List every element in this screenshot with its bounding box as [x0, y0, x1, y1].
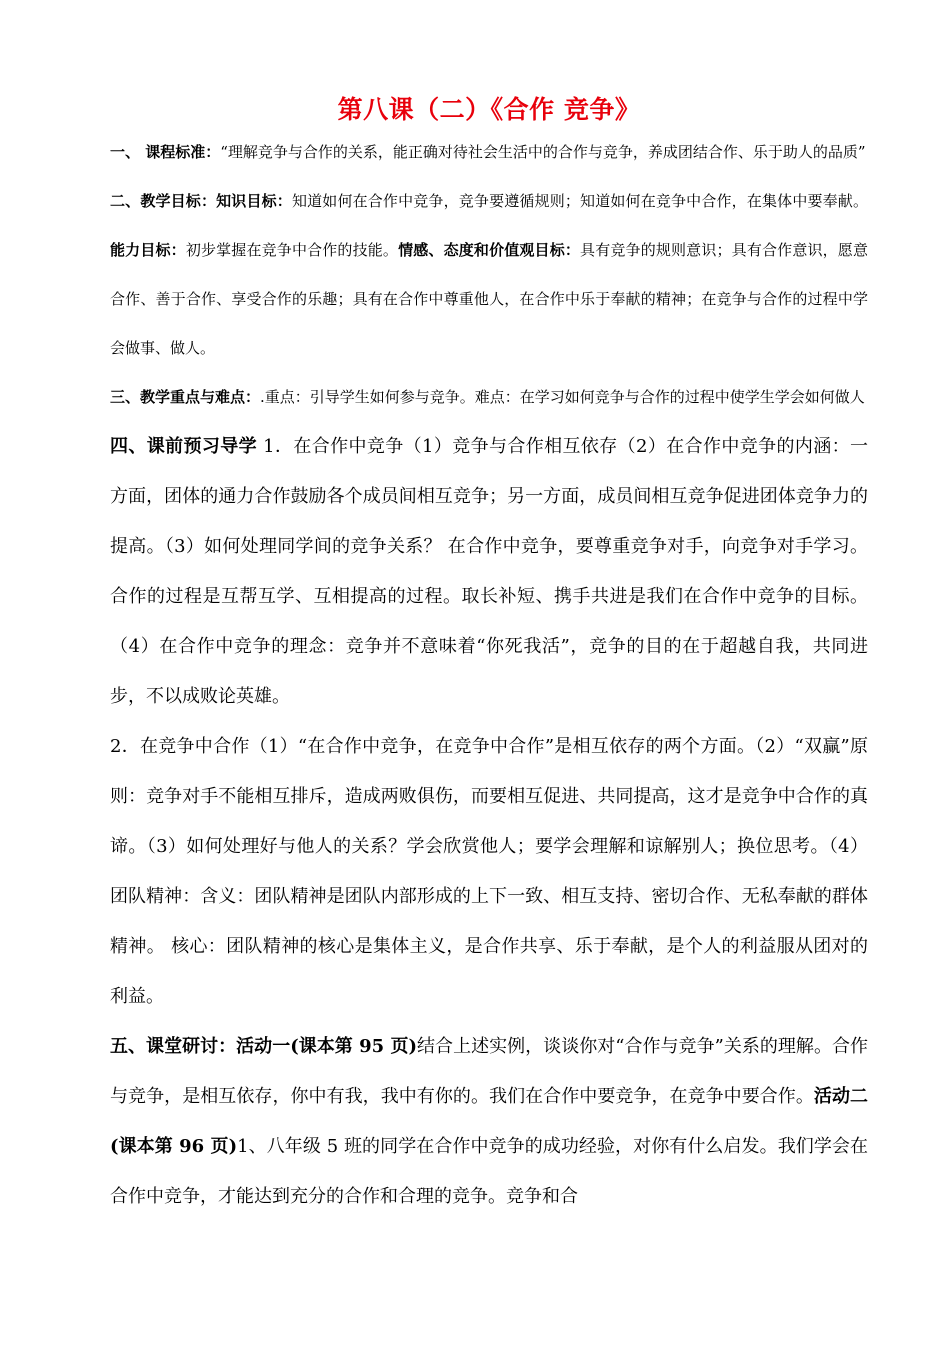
- ability-goal-label: 能力目标：: [110, 241, 186, 259]
- section-text: “理解竞争与合作的关系，能正确对待社会生活中的合作与竞争，养成团结合作、乐于助人的品质”: [220, 143, 866, 161]
- emotion-goal-label: 情感、态度和价值观目标：: [398, 241, 581, 259]
- section-label: 一、 课程标准：: [110, 143, 221, 161]
- section-text: 1．在合作中竞争（1）竞争与合作相互依存（2）在合作中竞争的内涵：一方面，团体的通力合作鼓励各个成员间相互竞争；另一方面，成员间相互竞争促进团体竞争力的提高。（3）如何处理同学间的竞争关系？ 在合作中竞争，要尊重竞争对手，向竞争对手学习。合作的过程是互帮互学、互相提高的过程。取长补短、携手共进是我们在合作中竞争的目标。（4）在合作中竞争的理念：竞争并不意味着“你死我活”，竞争的目的在于超越自我，共同进步，不以成败论英雄。: [110, 436, 869, 707]
- emotion-goal-text: 具有竞争的规则意识；具有合作意识，愿意合作、善于合作、享受合作的乐趣；具有在合作中尊重他人，在合作中乐于奉献的精神；在竞争与合作的过程中学会做事、做人。: [110, 241, 868, 357]
- section-preview-part2: [110, 722, 868, 1022]
- activity1-text: 结合上述实例，谈谈你对“合作与竞争”关系的理解。合作与竞争，是相互依存，你中有我，我中有你的。我们在合作中要竞争，在竞争中要合作。: [110, 1036, 868, 1107]
- section-preview: [110, 422, 868, 722]
- section-label: 四、课前预习导学: [110, 436, 258, 457]
- document-page: [110, 90, 868, 1222]
- activity1-label: 五、课堂研讨：活动一(课本第 95 页): [110, 1036, 417, 1057]
- section-teaching-goals: [110, 177, 868, 373]
- activity2-text: 1、八年级 5 班的同学在合作中竞争的成功经验，对你有什么启发。我们学会在合作中竞争，才能达到充分的合作和合理的竞争。竞争和合: [110, 1136, 868, 1207]
- section-label: 二、教学目标：: [110, 192, 217, 210]
- activity2-label: 活动二(课本第 96 页): [110, 1086, 869, 1157]
- section-curriculum-standard: [110, 128, 868, 177]
- section-class-discussion: [110, 1022, 868, 1222]
- knowledge-goal-text: 知道如何在合作中竞争，竞争要遵循规则；知道如何在竞争中合作，在集体中要奉献。: [291, 192, 868, 210]
- section-text: .重点：引导学生如何参与竞争。难点：在学习如何竞争与合作的过程中使学生学会如何做人: [260, 388, 865, 406]
- ability-goal-text: 初步掌握在竞争中合作的技能。: [185, 241, 399, 259]
- section-label: 三、教学重点与难点：: [110, 388, 261, 406]
- knowledge-goal-label: 知识目标：: [216, 192, 292, 210]
- section-text: 2．在竞争中合作（1）“在合作中竞争，在竞争中合作”是相互依存的两个方面。（2）“双赢”原则：竞争对手不能相互排斥，造成两败俱伤，而要相互促进、共同提高，这才是竞争中合作的真谛。（3）如何处理好与他人的关系？学会欣赏他人；要学会理解和谅解别人；换位思考。（4）团队精神：含义：团队精神是团队内部形成的上下一致、相互支持、密切合作、无私奉献的群体精神。 核心：团队精神的核心是集体主义，是合作共享、乐于奉献，是个人的利益服从团对的利益。: [110, 736, 868, 1007]
- section-key-points: [110, 373, 868, 422]
- document-title: 第八课（二）《合作 竞争》: [337, 95, 641, 124]
